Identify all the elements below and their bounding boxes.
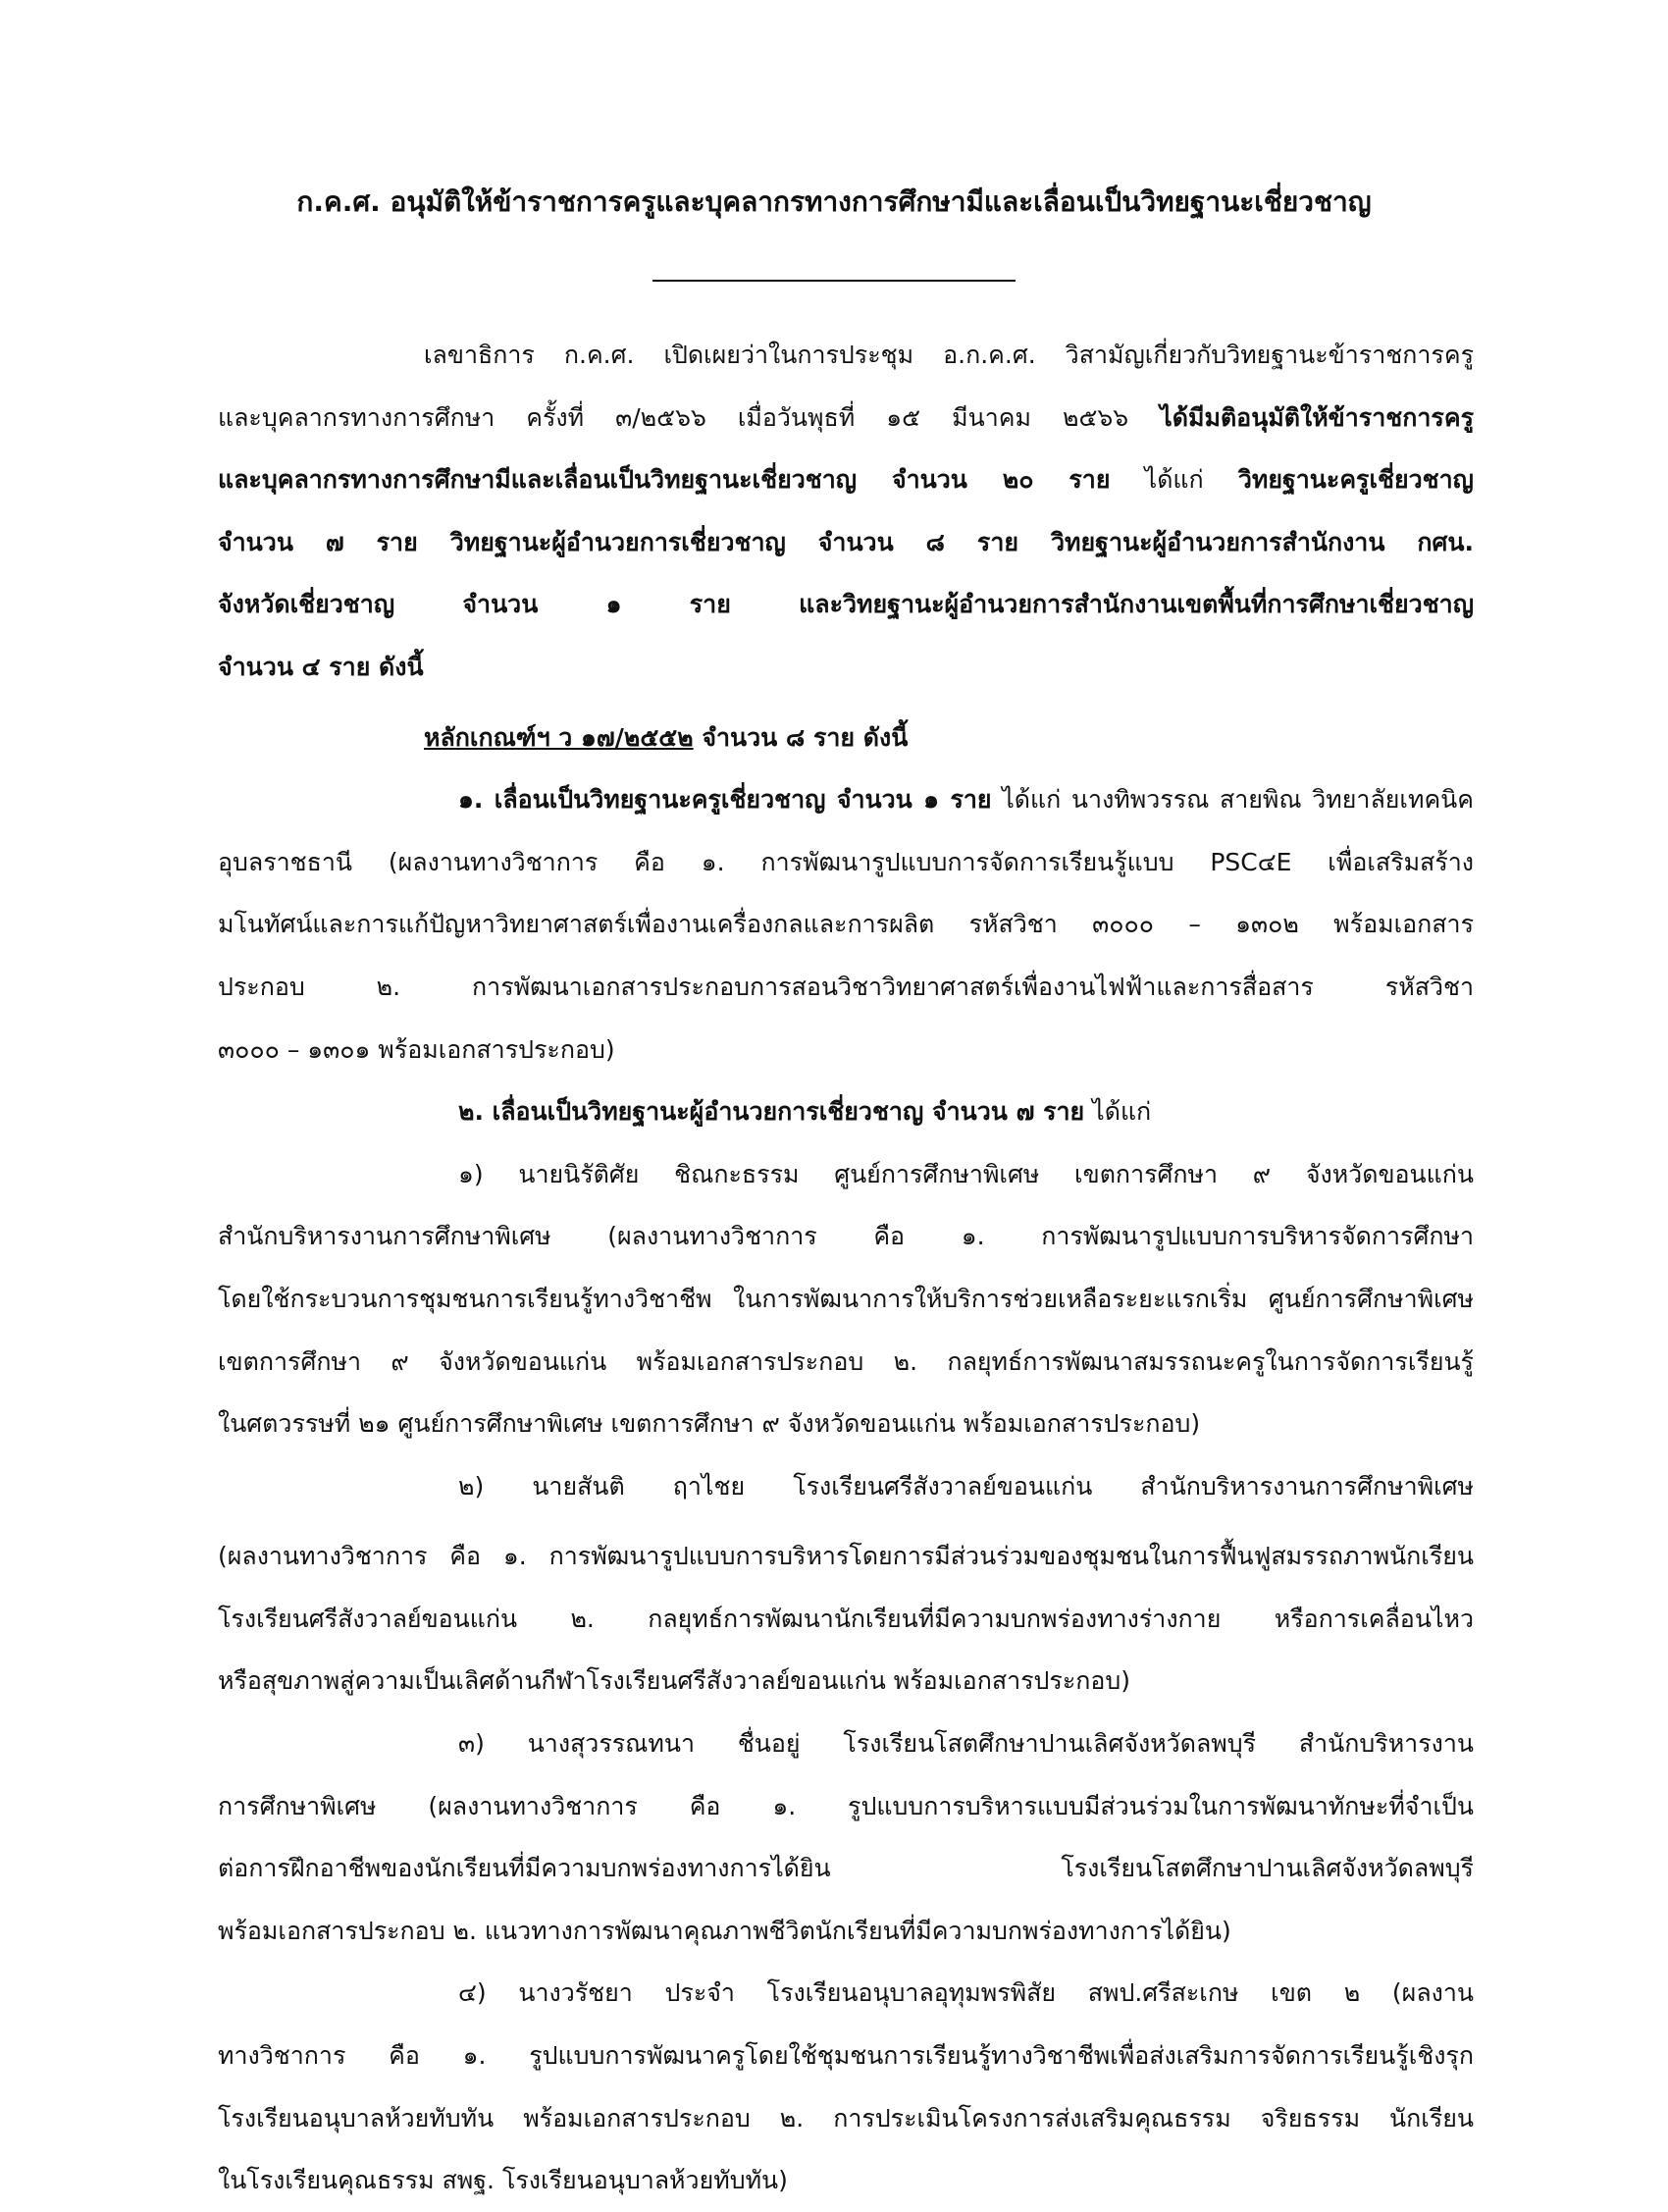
document-title: ก.ค.ศ. อนุมัติให้ข้าราชการครูและบุคลากรทางการศึกษามีและเลื่อนเป็นวิทยฐานะเชี่ยวชาญ	[296, 185, 1372, 218]
person1-line-1: ๑) นายนิรัติศัย ชิณกะธรรม ศูนย์การศึกษาพิเศษ เขตการศึกษา ๙ จังหวัดขอนแก่น	[458, 1159, 1474, 1188]
section1-heading-tail: ได้แก่ นางทิพวรรณ สายพิณ วิทยาลัยเทคนิค	[991, 785, 1474, 815]
intro-line-3-bold: และบุคลากรทางการศึกษามีและเลื่อนเป็นวิทยฐานะเชี่ยวชาญ จำนวน ๒๐ ราย	[218, 465, 1111, 495]
paragraph-gap-2	[218, 1517, 1474, 1525]
section1-heading-bold: ๑. เลื่อนเป็นวิทยฐานะครูเชี่ยวชาญ จำนวน ๑ ราย	[458, 785, 992, 815]
intro-line-4: จำนวน ๗ ราย วิทยฐานะผู้อำนวยการเชี่ยวชาญ จำนวน ๘ ราย วิทยฐานะผู้อำนวยการสำนักงาน กศน.	[218, 527, 1474, 556]
intro-line-3	[218, 448, 1474, 511]
title-underline-rule	[652, 280, 1016, 282]
intro-line-3-text: ได้แก่	[1110, 465, 1238, 495]
intro-line-1: เลขาธิการ ก.ค.ศ. เปิดเผยว่าในการประชุม อ.ก.ค.ศ. วิสามัญเกี่ยวกับวิทยฐานะข้าราชการครู	[424, 341, 1474, 369]
section2-heading-bold: ๒. เลื่อนเป็นวิทยฐานะผู้อำนวยการเชี่ยวชาญ จำนวน ๗ ราย	[458, 1097, 1085, 1127]
person3-line-4: พร้อมเอกสารประกอบ ๒. แนวทางการพัฒนาคุณภาพชีวิตนักเรียนที่มีความบกพร่องทางการได้ยิน)	[218, 1916, 1231, 1945]
person3-line-3: ต่อการฝึกอาชีพของนักเรียนที่มีความบกพร่องทางการได้ยิน โรงเรียนโสตศึกษาปานเลิศจังหวัดลพบุรี	[218, 1854, 1474, 1883]
person1-line-3: โดยใช้กระบวนการชุมชนการเรียนรู้ทางวิชาชีพ ในการพัฒนาการให้บริการช่วยเหลือระยะแรกเริ่ม ศูนย์การศึกษาพิเศษ	[218, 1284, 1474, 1313]
person2-line-1: ๒) นายสันติ ฤาไชย โรงเรียนศรีสังวาลย์ขอนแก่น สำนักบริหารงานการศึกษาพิเศษ	[458, 1471, 1474, 1501]
intro-line-6: จำนวน ๔ ราย ดังนี้	[218, 652, 424, 681]
section2-heading	[218, 1080, 1474, 1143]
section1-line-4: ประกอบ ๒. การพัฒนาเอกสารประกอบการสอนวิชาวิทยาศาสตร์เพื่องานไฟฟ้าและการสื่อสาร รหัสวิชา	[218, 972, 1474, 1001]
person2-line-4: หรือสุขภาพสู่ความเป็นเลิศด้านกีฬาโรงเรียนศรีสังวาลย์ขอนแก่น พร้อมเอกสารประกอบ)	[218, 1666, 1131, 1696]
person4-line-1: ๔) นางวรัชยา ประจำ โรงเรียนอนุบาลอุทุมพรพิสัย สพป.ศรีสะเกษ เขต ๒ (ผลงาน	[458, 1978, 1474, 2008]
intro-line-2-bold: ได้มีมติอนุมัติให้ข้าราชการครู	[1160, 402, 1474, 432]
section1-line-2: อุบลราชธานี (ผลงานทางวิชาการ คือ ๑. การพัฒนารูปแบบการจัดการเรียนรู้แบบ PSC๔E เพื่อเสริมสร้าง	[218, 847, 1474, 876]
person2-line-3: โรงเรียนศรีสังวาลย์ขอนแก่น ๒. กลยุทธ์การพัฒนานักเรียนที่มีความบกพร่องทางร่างกาย หรือการเคลื่อนไหว	[218, 1604, 1474, 1633]
criteria-heading	[218, 707, 1474, 769]
criteria-rest: จำนวน ๘ ราย ดังนี้	[693, 722, 909, 752]
section2-heading-tail: ได้แก่	[1084, 1097, 1152, 1127]
intro-line-2	[218, 387, 1474, 449]
section1-heading	[218, 768, 1474, 831]
intro-line-5: จังหวัดเชี่ยวชาญ จำนวน ๑ ราย และวิทยฐานะผู้อำนวยการสำนักงานเขตพื้นที่การศึกษาเชี่ยวชาญ	[218, 590, 1474, 619]
section1-line-3: มโนทัศน์และการแก้ปัญหาวิทยาศาสตร์เพื่องานเครื่องกลและการผลิต รหัสวิชา ๓๐๐๐ – ๑๓๐๒ พร้อมเอกสาร	[218, 910, 1474, 939]
document-body	[218, 324, 1474, 2212]
criteria-label: หลักเกณฑ์ฯ ว ๑๗/๒๕๕๒	[424, 722, 694, 752]
person1-line-5: ในศตวรรษที่ ๒๑ ศูนย์การศึกษาพิเศษ เขตการศึกษา ๙ จังหวัดขอนแก่น พร้อมเอกสารประกอบ)	[218, 1409, 1201, 1439]
section1-line-5: ๓๐๐๐ – ๑๓๐๑ พร้อมเอกสารประกอบ)	[218, 1034, 615, 1064]
person3-line-2: การศึกษาพิเศษ (ผลงานทางวิชาการ คือ ๑. รูปแบบการบริหารแบบมีส่วนร่วมในการพัฒนาทักษะที่จำเป็น	[218, 1791, 1474, 1820]
intro-line-2-text: และบุคลากรทางการศึกษา ครั้งที่ ๓/๒๕๖๖ เมื่อวันพุธที่ ๑๕ มีนาคม ๒๕๖๖	[218, 402, 1161, 432]
person1-line-2: สำนักบริหารงานการศึกษาพิเศษ (ผลงานทางวิชาการ คือ ๑. การพัฒนารูปแบบการบริหารจัดการศึกษา	[218, 1222, 1474, 1251]
person4-line-3: โรงเรียนอนุบาลห้วยทับทัน พร้อมเอกสารประกอบ ๒. การประเมินโครงการส่งเสริมคุณธรรม จริยธรรม นักเรียน	[218, 2103, 1474, 2133]
person3-line-1: ๓) นางสุวรรณทนา ชื่นอยู่ โรงเรียนโสตศึกษาปานเลิศจังหวัดลพบุรี สำนักบริหารงาน	[458, 1729, 1474, 1759]
person4-line-2: ทางวิชาการ คือ ๑. รูปแบบการพัฒนาครูโดยใช้ชุมชนการเรียนรู้ทางวิชาชีพเพื่อส่งเสริมการจัดการเรียนรู้เชิงรุก	[218, 2041, 1474, 2071]
intro-line-3-bold-2: วิทยฐานะครูเชี่ยวชาญ	[1237, 465, 1474, 495]
person1-line-4: เขตการศึกษา ๙ จังหวัดขอนแก่น พร้อมเอกสารประกอบ ๒. กลยุทธ์การพัฒนาสมรรถนะครูในการจัดการเรียนรู้	[218, 1346, 1474, 1376]
person4-line-4: ในโรงเรียนคุณธรรม สพฐ. โรงเรียนอนุบาลห้วยทับทัน)	[218, 2166, 788, 2195]
paragraph-gap	[218, 699, 1474, 707]
person2-line-2: (ผลงานทางวิชาการ คือ ๑. การพัฒนารูปแบบการบริหารโดยการมีส่วนร่วมของชุมชนในการฟื้นฟูสมรรถภาพนักเรียน	[218, 1542, 1474, 1571]
